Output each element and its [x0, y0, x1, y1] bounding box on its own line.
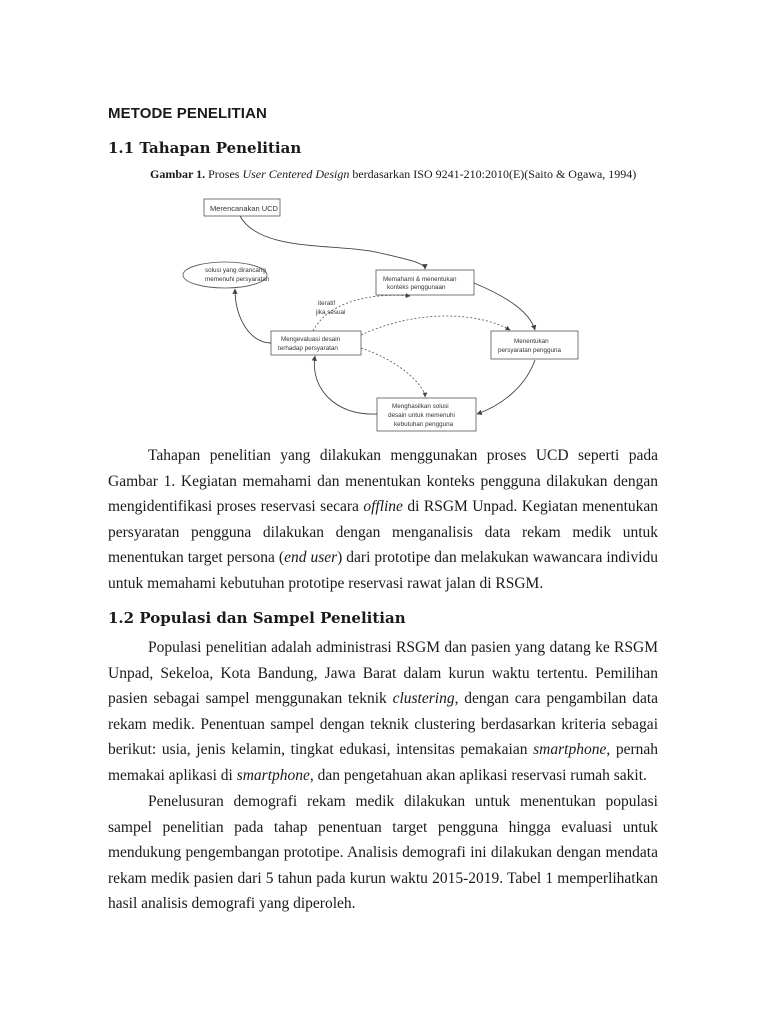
main-title: METODE PENELITIAN: [108, 105, 267, 122]
node-evaluate-label-2: terhadap persyaratan: [278, 345, 338, 352]
italic-run: offline: [363, 498, 403, 516]
node-solution-label-1: solusi yang dirancang: [205, 267, 266, 274]
node-requirements: [491, 331, 578, 359]
node-requirements-label-1: Menentukan: [514, 338, 549, 345]
node-context-label-1: Memahami & menentukan: [383, 276, 457, 283]
paragraph-demografi: Penelusuran demografi rekam medik dilakukan untuk menentukan populasi sampel penelitian pada tahap penentuan target pengguna hingga evaluasi untuk mendukung pengembangan prototipe. Analisis demografi ini dilakukan dengan mendata rekam medik pasien dari 5 tahun pada kurun waktu 2015-2019. Tabel 1 memperlihatkan hasil analisis demografi yang diperoleh.: [108, 793, 658, 913]
section-heading-populasi: 1.2 Populasi dan Sampel Penelitian: [108, 609, 406, 627]
paragraph-populasi: [108, 635, 658, 789]
figure-caption: [150, 167, 650, 182]
dotted-evaluate-to-requirements: [361, 316, 510, 335]
node-produce-label-2: desain untuk memenuhi: [388, 412, 455, 419]
node-produce-label-1: Menghasilkan solusi: [392, 403, 449, 410]
paragraph-tahapan: [108, 443, 658, 597]
dotted-evaluate-to-produce: [361, 348, 425, 397]
text-run: Populasi penelitian adalah administrasi RSGM dan pasien yang datang ke RSGM Unpad, Sekeloa, Kota Bandung, Jawa Barat dalam kurun waktu tertentu. Pemilihan pasien sebagai sampel menggunakan teknik: [108, 639, 658, 708]
italic-run: end user: [284, 549, 338, 567]
iterate-label-2: jika sesuai: [316, 309, 346, 316]
italic-run: clustering: [392, 690, 455, 708]
text-run: , dengan cara pengambilan data rekam medik. Penentuan sampel dengan teknik clustering berdasarkan kriteria sebagai berikut: usia, jenis kelamin, tingkat edukasi, intensitas pemakaian: [108, 690, 659, 759]
node-requirements-label-2: persyaratan pengguna: [498, 347, 562, 354]
section-heading-tahapan: 1.1 Tahapan Penelitian: [108, 139, 302, 157]
node-context-label-2: konteks penggunaan: [387, 284, 446, 291]
ucd-process-diagram: [180, 188, 590, 438]
italic-run: smartphone: [533, 741, 607, 759]
arrow-evaluate-to-solution: [235, 289, 271, 343]
node-solution-label-2: memenuhi persyaratan: [205, 276, 270, 283]
text-run: Tahapan penelitian yang dilakukan menggunakan proses UCD seperti pada Gambar 1. Kegiatan memahami dan menentukan konteks pengguna dilakukan dengan mengidentifikasi proses reservasi secara: [108, 447, 658, 516]
arrow-context-to-requirements: [474, 283, 535, 330]
text-run: ) dari prototipe dan melakukan wawancara individu untuk memahami kebutuhan prototipe reservasi rawat jalan di RSGM.: [108, 549, 659, 592]
caption-pre: Proses: [208, 167, 240, 181]
arrow-requirements-to-produce: [477, 360, 535, 414]
text-run: di RSGM Unpad. Kegiatan menentukan persyaratan pengguna dilakukan dengan menganalisis data rekam medik untuk menentukan target persona (: [108, 498, 659, 567]
italic-run: smartphone: [236, 766, 310, 784]
caption-italic: User Centered Design: [242, 167, 350, 181]
node-solution: [183, 262, 267, 288]
iterate-label-1: iteratif: [318, 300, 336, 307]
text-run: , dan pengetahuan akan aplikasi reservasi rumah sakit.: [309, 766, 647, 784]
caption-post: berdasarkan ISO 9241-210:2010(E)(Saito & Ogawa, 1994): [352, 167, 637, 181]
node-produce-label-3: kebutuhan pengguna: [394, 421, 454, 428]
node-evaluate-label-1: Mengevaluasi desain: [281, 336, 341, 343]
node-plan-label: Merencanakan UCD: [210, 204, 278, 213]
text-run: , pernah memakai aplikasi di: [108, 741, 659, 784]
arrow-produce-to-evaluate: [314, 356, 377, 414]
caption-label: Gambar 1.: [150, 167, 206, 181]
arrow-plan-to-context: [240, 216, 425, 269]
